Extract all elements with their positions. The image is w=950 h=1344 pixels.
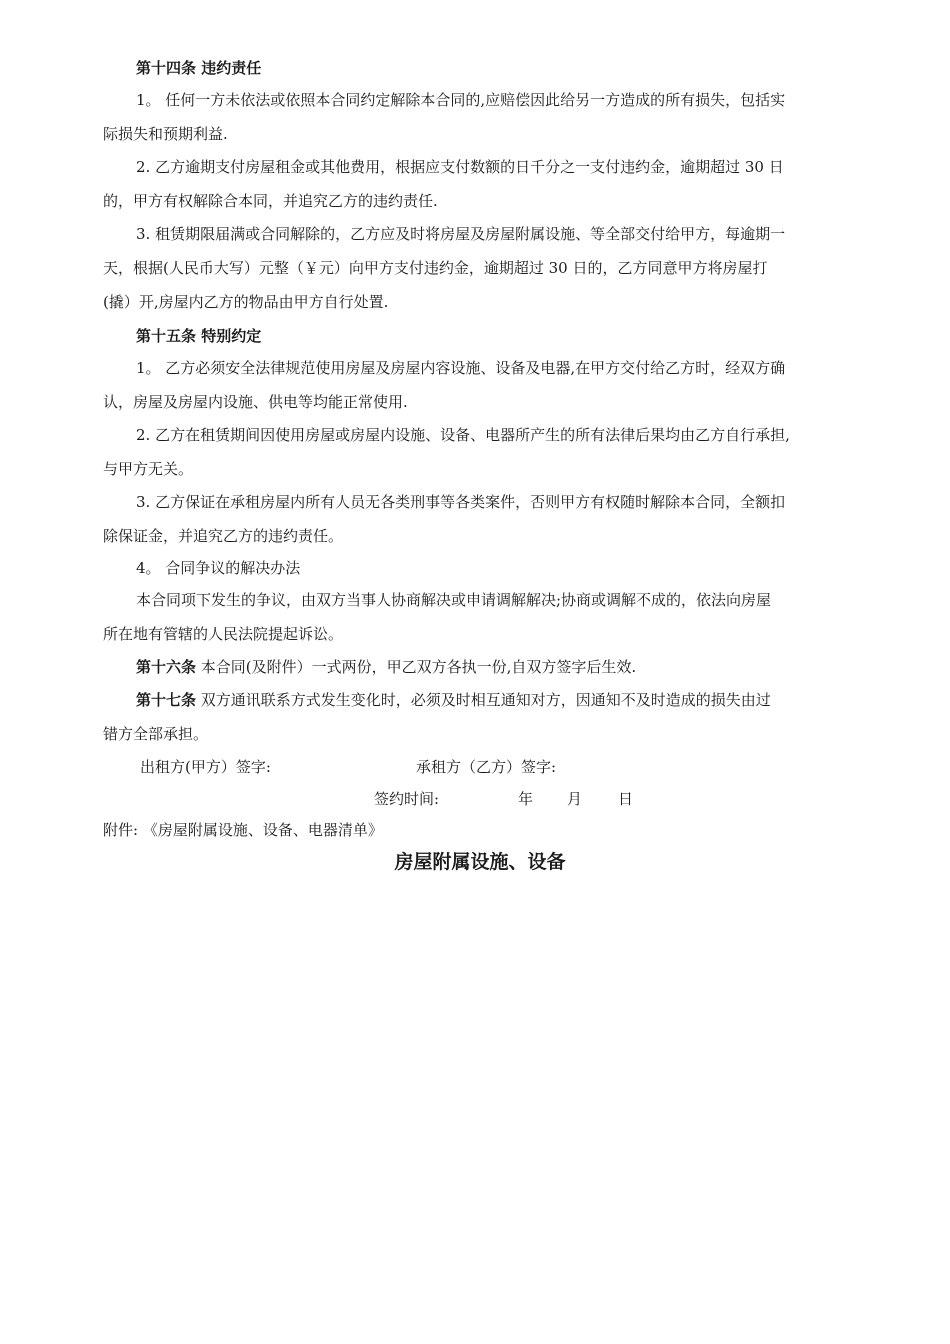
dispute-resolution-line-1: 本合同项下发生的争议，由双方当事人协商解决或申请调解解决;协商或调解不成的，依法向房屋 — [136, 591, 772, 609]
dispute-resolution-line-2: 所在地有管辖的人民法院提起诉讼。 — [103, 625, 344, 643]
article-17-text-line-1: 双方通讯联系方式发生变化时，必须及时相互通知对方，因通知不及时造成的损失由过 — [196, 691, 771, 709]
article-14-clause-1-line-2: 际损失和预期利益. — [103, 125, 228, 143]
signing-date-day: 日 — [618, 790, 634, 808]
lessee-signature-label: 承租方（乙方）签字: — [416, 758, 557, 776]
article-14-clause-2-line-2: 的，甲方有权解除合本同，并追究乙方的违约责任. — [103, 192, 438, 210]
signing-date-year: 年 — [518, 790, 534, 808]
article-15-clause-1-line-1: 1。 乙方必须安全法律规范使用房屋及房屋内容设施、设备及电器,在甲方交付给乙方时，经双方确 — [136, 359, 786, 377]
article-16-text: 本合同(及附件）一式两份，甲乙双方各执一份,自双方签字后生效. — [196, 658, 637, 676]
article-14-clause-3-line-1: 3. 租赁期限届满或合同解除的，乙方应及时将房屋及房屋附属设施、等全部交付给甲方，每逾期一 — [136, 225, 786, 243]
article-14-clause-1-line-1: 1。 任何一方未依法或依照本合同约定解除本合同的,应赔偿因此给另一方造成的所有损失，包括实 — [136, 91, 786, 109]
article-15-heading: 第十五条 特别约定 — [136, 327, 262, 345]
signing-date-month: 月 — [567, 790, 583, 808]
article-15-clause-1-line-2: 认，房屋及房屋内设施、供电等均能正常使用. — [103, 393, 408, 411]
signing-date-label: 签约时间: — [374, 790, 440, 808]
article-15-clause-3-line-1: 3. 乙方保证在承租房屋内所有人员无各类刑事等各类案件，否则甲方有权随时解除本合同，全额扣 — [136, 493, 786, 511]
article-17-text-line-2: 错方全部承担。 — [103, 725, 209, 743]
article-16-line — [136, 657, 636, 677]
article-14-clause-2-line-1: 2. 乙方逾期支付房屋租金或其他费用，根据应支付数额的日千分之一支付违约金，逾期超过 30 日 — [136, 158, 784, 176]
article-15-clause-2-line-1: 2. 乙方在租赁期间因使用房屋或房屋内设施、设备、电器所产生的所有法律后果均由乙方自行承担, — [136, 426, 790, 444]
article-17-line-1 — [136, 690, 771, 710]
article-14-heading: 第十四条 违约责任 — [136, 59, 262, 77]
attachment-list-title: 房屋附属设施、设备 — [394, 851, 566, 873]
attachment-note: 附件: 《房屋附属设施、设备、电器清单》 — [103, 821, 383, 839]
lessor-signature-label: 出租方(甲方）签字: — [140, 758, 271, 776]
article-15-clause-4: 4。 合同争议的解决办法 — [136, 559, 301, 577]
article-17-heading: 第十七条 — [136, 691, 197, 709]
article-15-clause-3-line-2: 除保证金，并追究乙方的违约责任。 — [103, 527, 344, 545]
article-14-clause-3-line-2: 天，根据(人民币大写）元整（￥元）向甲方支付违约金，逾期超过 30 日的，乙方同意甲方将房屋打 — [103, 259, 768, 277]
article-15-clause-2-line-2: 与甲方无关。 — [103, 460, 194, 478]
article-14-clause-3-line-3: (撬）开,房屋内乙方的物品由甲方自行处置. — [103, 293, 389, 311]
article-16-heading: 第十六条 — [136, 658, 197, 676]
